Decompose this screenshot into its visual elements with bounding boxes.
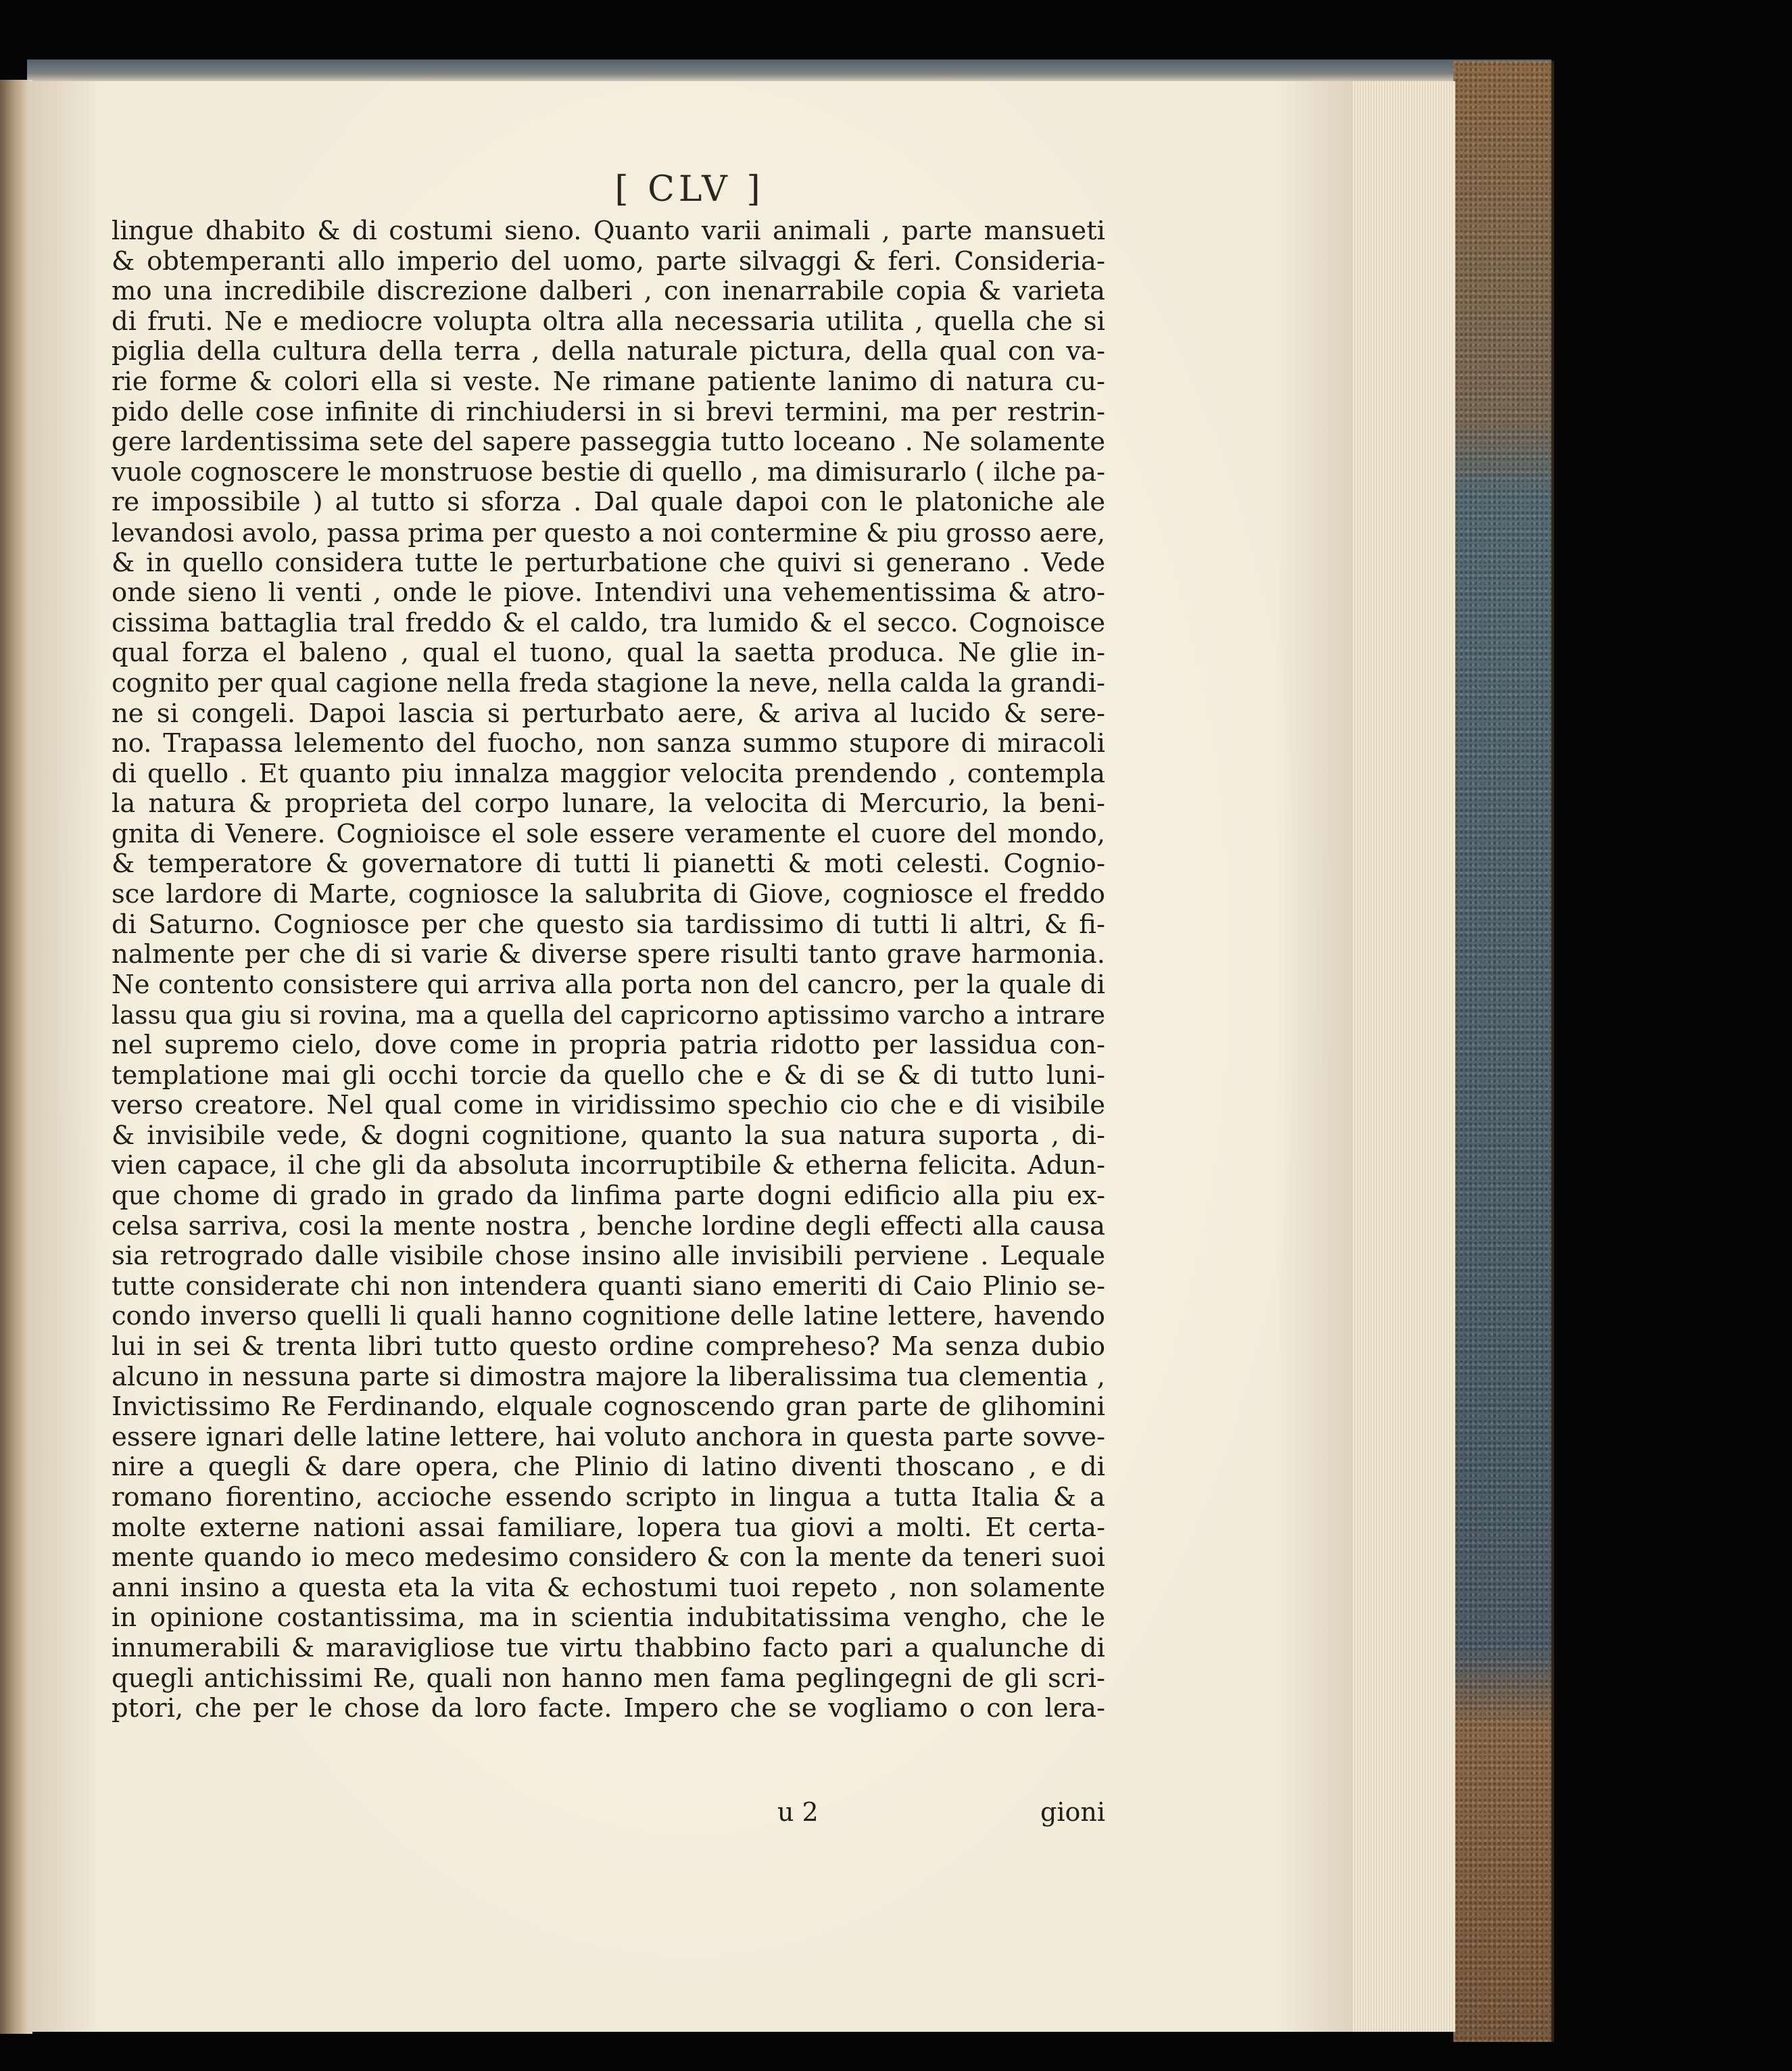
book-cover-edge (1453, 61, 1554, 2042)
text-line: sce lardore di Marte, cogniosce la salubrita di Giove, cogniosce el freddo (112, 879, 1105, 910)
text-line: pido delle cose infinite di rinchiudersi in si brevi termini, ma per restrin- (112, 396, 1105, 427)
text-line: lassu qua giu si rovina, ma a quella del capricorno aptissimo varcho a intrare (112, 1000, 1105, 1030)
text-line: mente quando io meco medesimo considero & con la mente da teneri suoi (112, 1542, 1105, 1573)
text-line: qual forza el baleno , qual el tuono, qual la saetta produca. Ne glie in- (112, 638, 1105, 669)
text-line: Invictissimo Re Ferdinando, elquale cognoscendo gran parte de glihomini (112, 1391, 1105, 1423)
text-line: essere ignari delle latine lettere, hai voluto anchora in questa parte sovve- (112, 1421, 1105, 1452)
text-line: levandosi avolo, passa prima per questo a noi contermine & piu grosso aere, (112, 517, 1105, 548)
text-line: in opinione costantissima, ma in scientia indubitatissima vengho, che le (112, 1602, 1105, 1634)
text-line: ne si congeli. Dapoi lascia si perturbato aere, & ariva al lucido & sere- (112, 698, 1105, 729)
text-line: la natura & proprieta del corpo lunare, la velocita di Mercurio, la beni- (112, 788, 1105, 819)
text-line: nire a quegli & dare opera, che Plinio di latino diventi thoscano , e di (112, 1452, 1105, 1483)
text-line: lui in sei & trenta libri tutto questo ordine comprehesо? Ma senza dubio (112, 1331, 1105, 1362)
text-line: di quello . Et quanto piu innalza maggior velocita prendendo , contempla (112, 758, 1105, 789)
text-line: anni insino a questa eta la vita & echostumi tuoi repeto , non solamente (112, 1572, 1105, 1603)
text-line: rie forme & colori ella si veste. Ne rimane patiente lanimo di natura cu- (112, 366, 1105, 397)
text-line: quegli antichissimi Re, quali non hanno men fama peglingegni de gli scri- (112, 1663, 1105, 1694)
page-header: [ CLV ] (614, 169, 765, 210)
text-line: sia retrogrado dalle visibile chose insino alle invisibili perviene . Lequale (112, 1241, 1105, 1272)
catchword: gioni (1040, 1797, 1105, 1827)
text-line: gnita di Venere. Cognioisce el sole essere veramente el cuore del mondo, (112, 818, 1105, 849)
text-line: tutte considerate chi non intendera quanti siano emeriti di Caio Plinio se- (112, 1270, 1105, 1302)
text-line: cissima battaglia tral freddo & el caldo, tra lumido & el secco. Cognoisce (112, 607, 1105, 638)
text-line: & invisibile vede, & dogni cognitione, quanto la sua natura suporta , di- (112, 1120, 1105, 1151)
text-line: molte externe nationi assai familiare, lopera tua giovi a molti. Et certa- (112, 1512, 1105, 1543)
text-line: vien capace, il che gli da absoluta incorruptibile & etherna felicita. Adun- (112, 1150, 1105, 1181)
text-line: & obtemperanti allo imperio del uomo, parte silvaggi & feri. Consideria- (112, 245, 1105, 277)
text-line: mo una incredibile discrezione dalberi , con inenarrabile copia & varieta (112, 276, 1105, 307)
text-line: re impossibile ) al tutto si sforza . Dal quale dapoi con le platoniche ale (112, 487, 1105, 518)
text-line: celsa sarriva, cosi la mente nostra , benche lordine degli effecti alla causa (112, 1210, 1105, 1241)
text-line: no. Trapassa lelemento del fuocho, non sanza summo stupore di miracoli (112, 728, 1105, 759)
text-line: di Saturno. Cogniosce per che questo sia tardissimo di tutti li altri, & fi- (112, 909, 1105, 940)
text-line: ptori, che per le chose da loro facte. Impero che se vogliamo o con lera- (112, 1693, 1105, 1724)
text-line: nel supremo cielo, dove come in propria patria ridotto per lassidua con- (112, 1030, 1105, 1061)
text-line: nalmente per che di si varie & diverse spere risulti tanto grave harmonia. (112, 939, 1105, 970)
text-line: vuole cognoscere le monstruose bestie di quello , ma dimisurarlo ( ilche pa- (112, 457, 1105, 487)
text-line: romano fiorentino, accioche essendo scripto in lingua a tutta Italia & a (112, 1481, 1105, 1513)
book-cover-top-edge (27, 59, 1551, 82)
text-line: innumerabili & maravigliose tue virtu thabbino facto pari a qualunche di (112, 1632, 1105, 1663)
signature-mark: u 2 (777, 1797, 819, 1827)
text-line: onde sieno li venti , onde le piove. Intendivi una vehementissima & atro- (112, 577, 1105, 609)
text-line: gere lardentissima sete del sapere passeggia tutto loceano . Ne solamente (112, 427, 1105, 458)
text-line: condo inverso quelli li quali hanno cognitione delle latine lettere, havendo (112, 1301, 1105, 1332)
book-page (27, 81, 1352, 2032)
text-line: piglia della cultura della terra , della naturale pictura, della qual con va- (112, 336, 1105, 367)
text-line: que chome di grado in grado da linfima parte dogni edificio alla piu ex- (112, 1181, 1105, 1211)
page-stack-edge (1345, 81, 1455, 2032)
text-line: Ne contento consistere qui arriva alla porta non del cancro, per la quale di (112, 969, 1105, 1000)
text-line: alcuno in nessuna parte si dimostra majore la liberalissima tua clementia , (112, 1361, 1105, 1392)
text-line: templatione mai gli occhi torcie da quello che e & di se & di tutto luni- (112, 1060, 1105, 1091)
text-line: lingue dhabito & di costumi sieno. Quanto varii animali , parte mansueti (112, 216, 1105, 246)
body-text (112, 216, 1105, 1724)
text-line: cognito per qual cagione nella freda stagione la neve, nella calda la grandi- (112, 667, 1105, 698)
text-line: di fruti. Ne e mediocre volupta oltra alla necessaria utilita , quella che si (112, 306, 1105, 337)
text-line: verso creatore. Nel qual come in viridissimo spechio cio che e di visibile (112, 1090, 1105, 1121)
text-line: & in quello considera tutte le perturbatione che quivi si generano . Vede (112, 547, 1105, 578)
text-line: & temperatore & governatore di tutti li pianetti & moti celesti. Cognio- (112, 849, 1105, 880)
